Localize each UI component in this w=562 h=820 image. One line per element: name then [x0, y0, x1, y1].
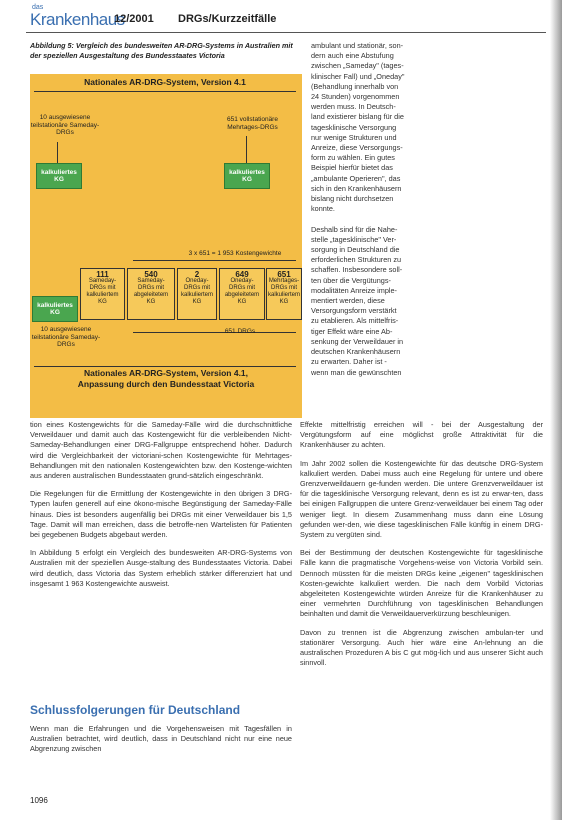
paragraph: Effekte mittelfristig erreichen will - bei der Ausgestaltung der Vergütungsform auf eine möglichst große Attraktivität für die Krankenhäuser zu achten.	[300, 420, 543, 450]
drg-box-3: 2 Oneday- DRGs mit kalkuliertem KG	[177, 268, 217, 320]
bracket-line	[133, 260, 296, 261]
logo-prefix: das	[32, 4, 44, 11]
paragraph: In Abbildung 5 erfolgt ein Vergleich des bundesweiten AR-DRG-Systems von Australien mit der speziellen Ausge-staltung des Bundesstaates Victoria. Dabei wird deutlich, dass Victoria das System erheblich stärker differenziert hat und insgesamt 1 963 Kostengewichte ausweist.	[30, 548, 292, 588]
diagram-bottom-title-1: Nationales AR-DRG-System, Version 4.1,	[83, 368, 249, 378]
diagram-top-title: Nationales AR-DRG-System, Version 4.1	[84, 77, 246, 87]
drg-box-4: 649 Oneday- DRGs mit abgeleitetem KG	[219, 268, 265, 320]
scan-edge-shadow	[550, 0, 562, 820]
connector-line	[57, 142, 58, 163]
paragraph: tion eines Kostengewichts für die Sameday-Fälle wird die durchschnittliche Verweildauer und damit auch das Kostengewicht für die verbleibenden Nicht-Sameday-Behandlungen einer DRG-Fallgruppe entsprechend höher. Dadurch wird die Vergleichbarkeit der victoriani-schen Kostengewichte für Mehrtages-Behandlungen mit den nationalen Kostengewichten bzw. den Kostenge-wichten aus anderen australischen Bundesstaaten grund-sätzlich eingeschränkt.	[30, 420, 292, 481]
right-bottom-label: 651 DRGs	[224, 328, 256, 335]
journal-logo: Krankenhaus	[30, 10, 125, 29]
top-title-rule	[34, 91, 296, 92]
paragraph: Wenn man die Erfahrungen und die Vorgehensweisen mit Tagesfällen in Australien betrachtet, wird deutlich, dass in Deutschland nicht nur eine neue Abgrenzung zwischen	[30, 724, 292, 754]
right-column	[300, 420, 543, 676]
left-top-label: 10 ausgewiesene teilstationäre Sameday-DRGs	[30, 114, 100, 136]
section-topic: DRGs/Kurzzeitfälle	[178, 13, 277, 25]
paragraph: Bei der Bestimmung der deutschen Kostengewichte für tagesklinische Fälle kann die pragmatische Vorgehens-weise von Victoria Vorbild sein. Dennoch müssten für die meisten DRGs keine „eigenen" tagesklinischen Kosten-gewichte kalkuliert werden. Die nach dem Vorbild Victorias abgeleiteten Kostengewichte würden Anreize für die Krankenhäuser zu einer vermehrten Durchführung von tagesklinischen Behandlungen beinhalten und damit die Verweildauerverkürzung beschleunigen.	[300, 548, 543, 619]
drg-box-2: 540 Sameday- DRGs mit abgeleitetem KG	[127, 268, 175, 320]
figure-5-diagram	[30, 74, 302, 418]
kg-box-bottom-left: kalkuliertes KG	[32, 296, 78, 322]
drg-box-1: 111 Sameday- DRGs mit kalkuliertem KG	[80, 268, 125, 320]
left-column	[30, 420, 292, 597]
paragraph: Die Regelungen für die Ermittlung der Kostengewichte in den übrigen 3 DRG-Typen laufen generell auf eine ökono-mische Begünstigung der Sameday-Fälle hinaus. Dies ist besonders augenfällig bei DRGs mit einer Verweildauer bis 1,5 Tage. Damit will man erreichen, dass die betroffe-nen Wartelisten für Patienten bei gegebenen Budgets abgebaut werden.	[30, 489, 292, 540]
header-rule	[26, 32, 546, 33]
page-header	[26, 4, 546, 34]
paragraph: Davon zu trennen ist die Abgrenzung zwischen ambulan-ter und stationärer Versorgung. Auch hier wäre eine An-lehnung an die australischen Prozeduren A bis C gut mög-lich und aus unserer Sicht auch sinnvoll.	[300, 627, 543, 668]
kg-box-top-right: kalkuliertes KG	[224, 163, 270, 189]
issue-number: 12/2001	[114, 13, 154, 25]
section-heading: Schlussfolgerungen für Deutschland	[30, 703, 241, 717]
connector-line	[246, 136, 247, 163]
right-column-top: ambulant und stationär, son- dern auch eine Abstufung zwischen „Sameday" (tages- klinischer Fall) und „Oneday" (Behandlung innerhalb von 24 Stunden) vorgenommen werden muss. In Deutsch- land existierer bislang für die tagesklinische Versorgung nur wenige Strukturen und Anreize, diese Versorgungs- form zu wählen. Ein gutes Beispiel hierfür bietet das „ambulante Operieren", das sich in den Krankenhäusern bislang nicht durchsetzen konnte. Deshalb sind für die Nahe- stelle „tagesklinische" Ver- sorgung in Deutschland die erforderlichen Strukturen zu schaffen. Insbesondere soll- ten über die Vergütungs- modalitäten Anreize imple- mentiert werden, diese Versorgungsform verstärkt zu etablieren. Als mittelfris- tiger Effekt wäre eine Ab- senkung der Verweildauer in deutschen Krankenhäusern zu erwarten. Daher ist - wenn man die gewünschten	[311, 41, 405, 377]
drg-box-5: 651 Mehrtages- DRGs mit kalkuliertem KG	[266, 268, 302, 320]
kg-box-top-left: kalkuliertes KG	[36, 163, 82, 189]
left-bottom-label: 10 ausgewiesene teilstationäre Sameday-DRGs	[31, 326, 101, 348]
page-number: 1096	[30, 796, 48, 805]
paragraph: Im Jahr 2002 sollen die Kostengewichte für das deutsche DRG-System kalkuliert werden. Dabei muss auch eine Regelung für untere und obere Grenzverweildauern ge-funden werden. Die untere Grenzverweildauer ist für die tagesklinische Versorgung relevant, denn es ist zu erwar-ten, dass bei einigen Fallgruppen die untere Grenz-verweildauer bei einem Tag oder weniger liegt. In diesem Zusammenhang muss dann eine Lösung gefunden wer-den, wie diese tagesklinischen Fälle künftig in einem DRG-System zu vergüten sind.	[300, 458, 543, 540]
bracket-label: 3 x 651 = 1 953 Kostengewichte	[188, 250, 282, 257]
bottom-title-rule	[34, 366, 296, 367]
left-column-end	[30, 724, 292, 763]
right-top-label: 651 vollstationäre Mehrtages-DRGs	[227, 116, 278, 131]
diagram-bottom-title-2: Anpassung durch den Bundesstaat Victoria	[77, 379, 255, 389]
figure-caption: Abbildung 5: Vergleich des bundesweiten AR-DRG-Systems in Australien mit der speziellen Ausgestaltung des Bundesstaates Victoria	[30, 41, 293, 60]
